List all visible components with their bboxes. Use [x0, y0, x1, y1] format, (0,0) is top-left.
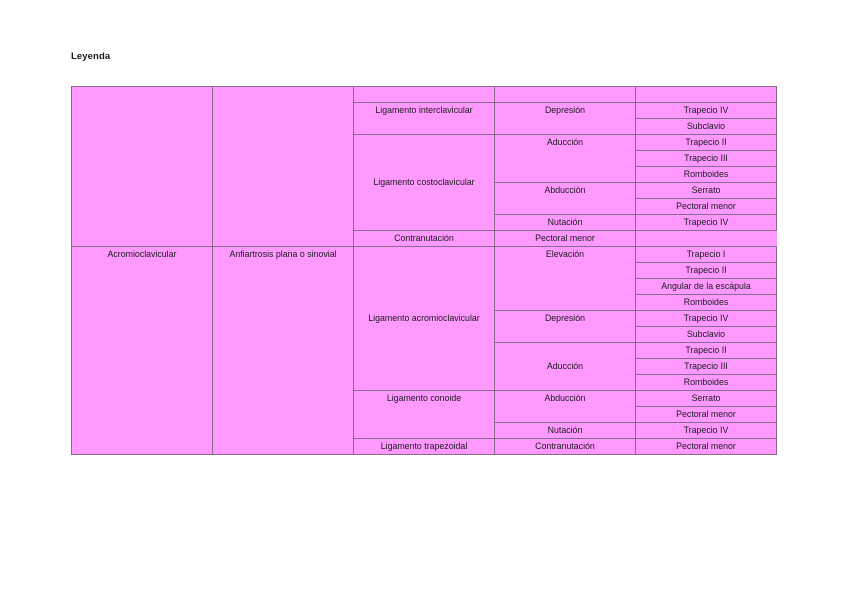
joint-table: [71, 86, 777, 455]
ligament-cell: Ligamento costoclavicular: [354, 135, 495, 231]
muscle-cell: Trapecio III: [636, 151, 777, 167]
legend-title: Leyenda: [71, 51, 111, 62]
ligament-header-cell: [354, 87, 495, 103]
muscle-cell: Trapecio I: [636, 247, 777, 263]
muscle-cell: Serrato: [636, 183, 777, 199]
muscle-cell: Pectoral menor: [636, 439, 777, 455]
movement-cell: Nutación: [495, 215, 636, 231]
movement-cell: Depresión: [495, 103, 636, 135]
movement-cell: Nutación: [495, 423, 636, 439]
movement-cell: Abducción: [495, 183, 636, 215]
movement-header-cell: [495, 87, 636, 103]
muscle-cell: Romboides: [636, 295, 777, 311]
muscle-cell: Trapecio II: [636, 263, 777, 279]
joint-type-cell: Anfiartrosis plana o sinovial: [213, 247, 354, 455]
ligament-cell: Ligamento interclavicular: [354, 103, 495, 135]
muscle-cell: Trapecio IV: [636, 423, 777, 439]
table-row: [72, 87, 777, 103]
ligament-cell: Ligamento trapezoidal: [354, 439, 495, 455]
muscle-cell: Subclavio: [636, 119, 777, 135]
muscle-cell: Romboides: [636, 375, 777, 391]
muscle-cell: Pectoral menor: [636, 407, 777, 423]
muscle-cell: Trapecio III: [636, 359, 777, 375]
joint-cell: Acromioclavicular: [72, 247, 213, 455]
muscle-cell: Trapecio II: [636, 135, 777, 151]
movement-cell: Contranutación: [354, 231, 495, 247]
muscle-cell: Trapecio IV: [636, 215, 777, 231]
movement-cell: Aducción: [495, 135, 636, 183]
muscle-header-cell: [636, 87, 777, 103]
muscle-cell: Pectoral menor: [495, 231, 636, 247]
movement-cell: Depresión: [495, 311, 636, 343]
muscle-cell: Trapecio IV: [636, 311, 777, 327]
muscle-cell: Trapecio IV: [636, 103, 777, 119]
muscle-cell: Romboides: [636, 167, 777, 183]
movement-cell: Aducción: [495, 343, 636, 391]
muscle-cell: Trapecio II: [636, 343, 777, 359]
joint-cell-upper: [72, 87, 213, 247]
movement-cell: Elevación: [495, 247, 636, 311]
joint-type-cell-upper: [213, 87, 354, 247]
muscle-cell: Angular de la escápula: [636, 279, 777, 295]
movement-cell: Abducción: [495, 391, 636, 423]
movement-cell: Contranutación: [495, 439, 636, 455]
table-row: [72, 247, 777, 263]
muscle-cell: Subclavio: [636, 327, 777, 343]
ligament-cell: Ligamento acromioclavicular: [354, 247, 495, 391]
ligament-cell: Ligamento conoide: [354, 391, 495, 439]
muscle-cell: Serrato: [636, 391, 777, 407]
muscle-cell: Pectoral menor: [636, 199, 777, 215]
